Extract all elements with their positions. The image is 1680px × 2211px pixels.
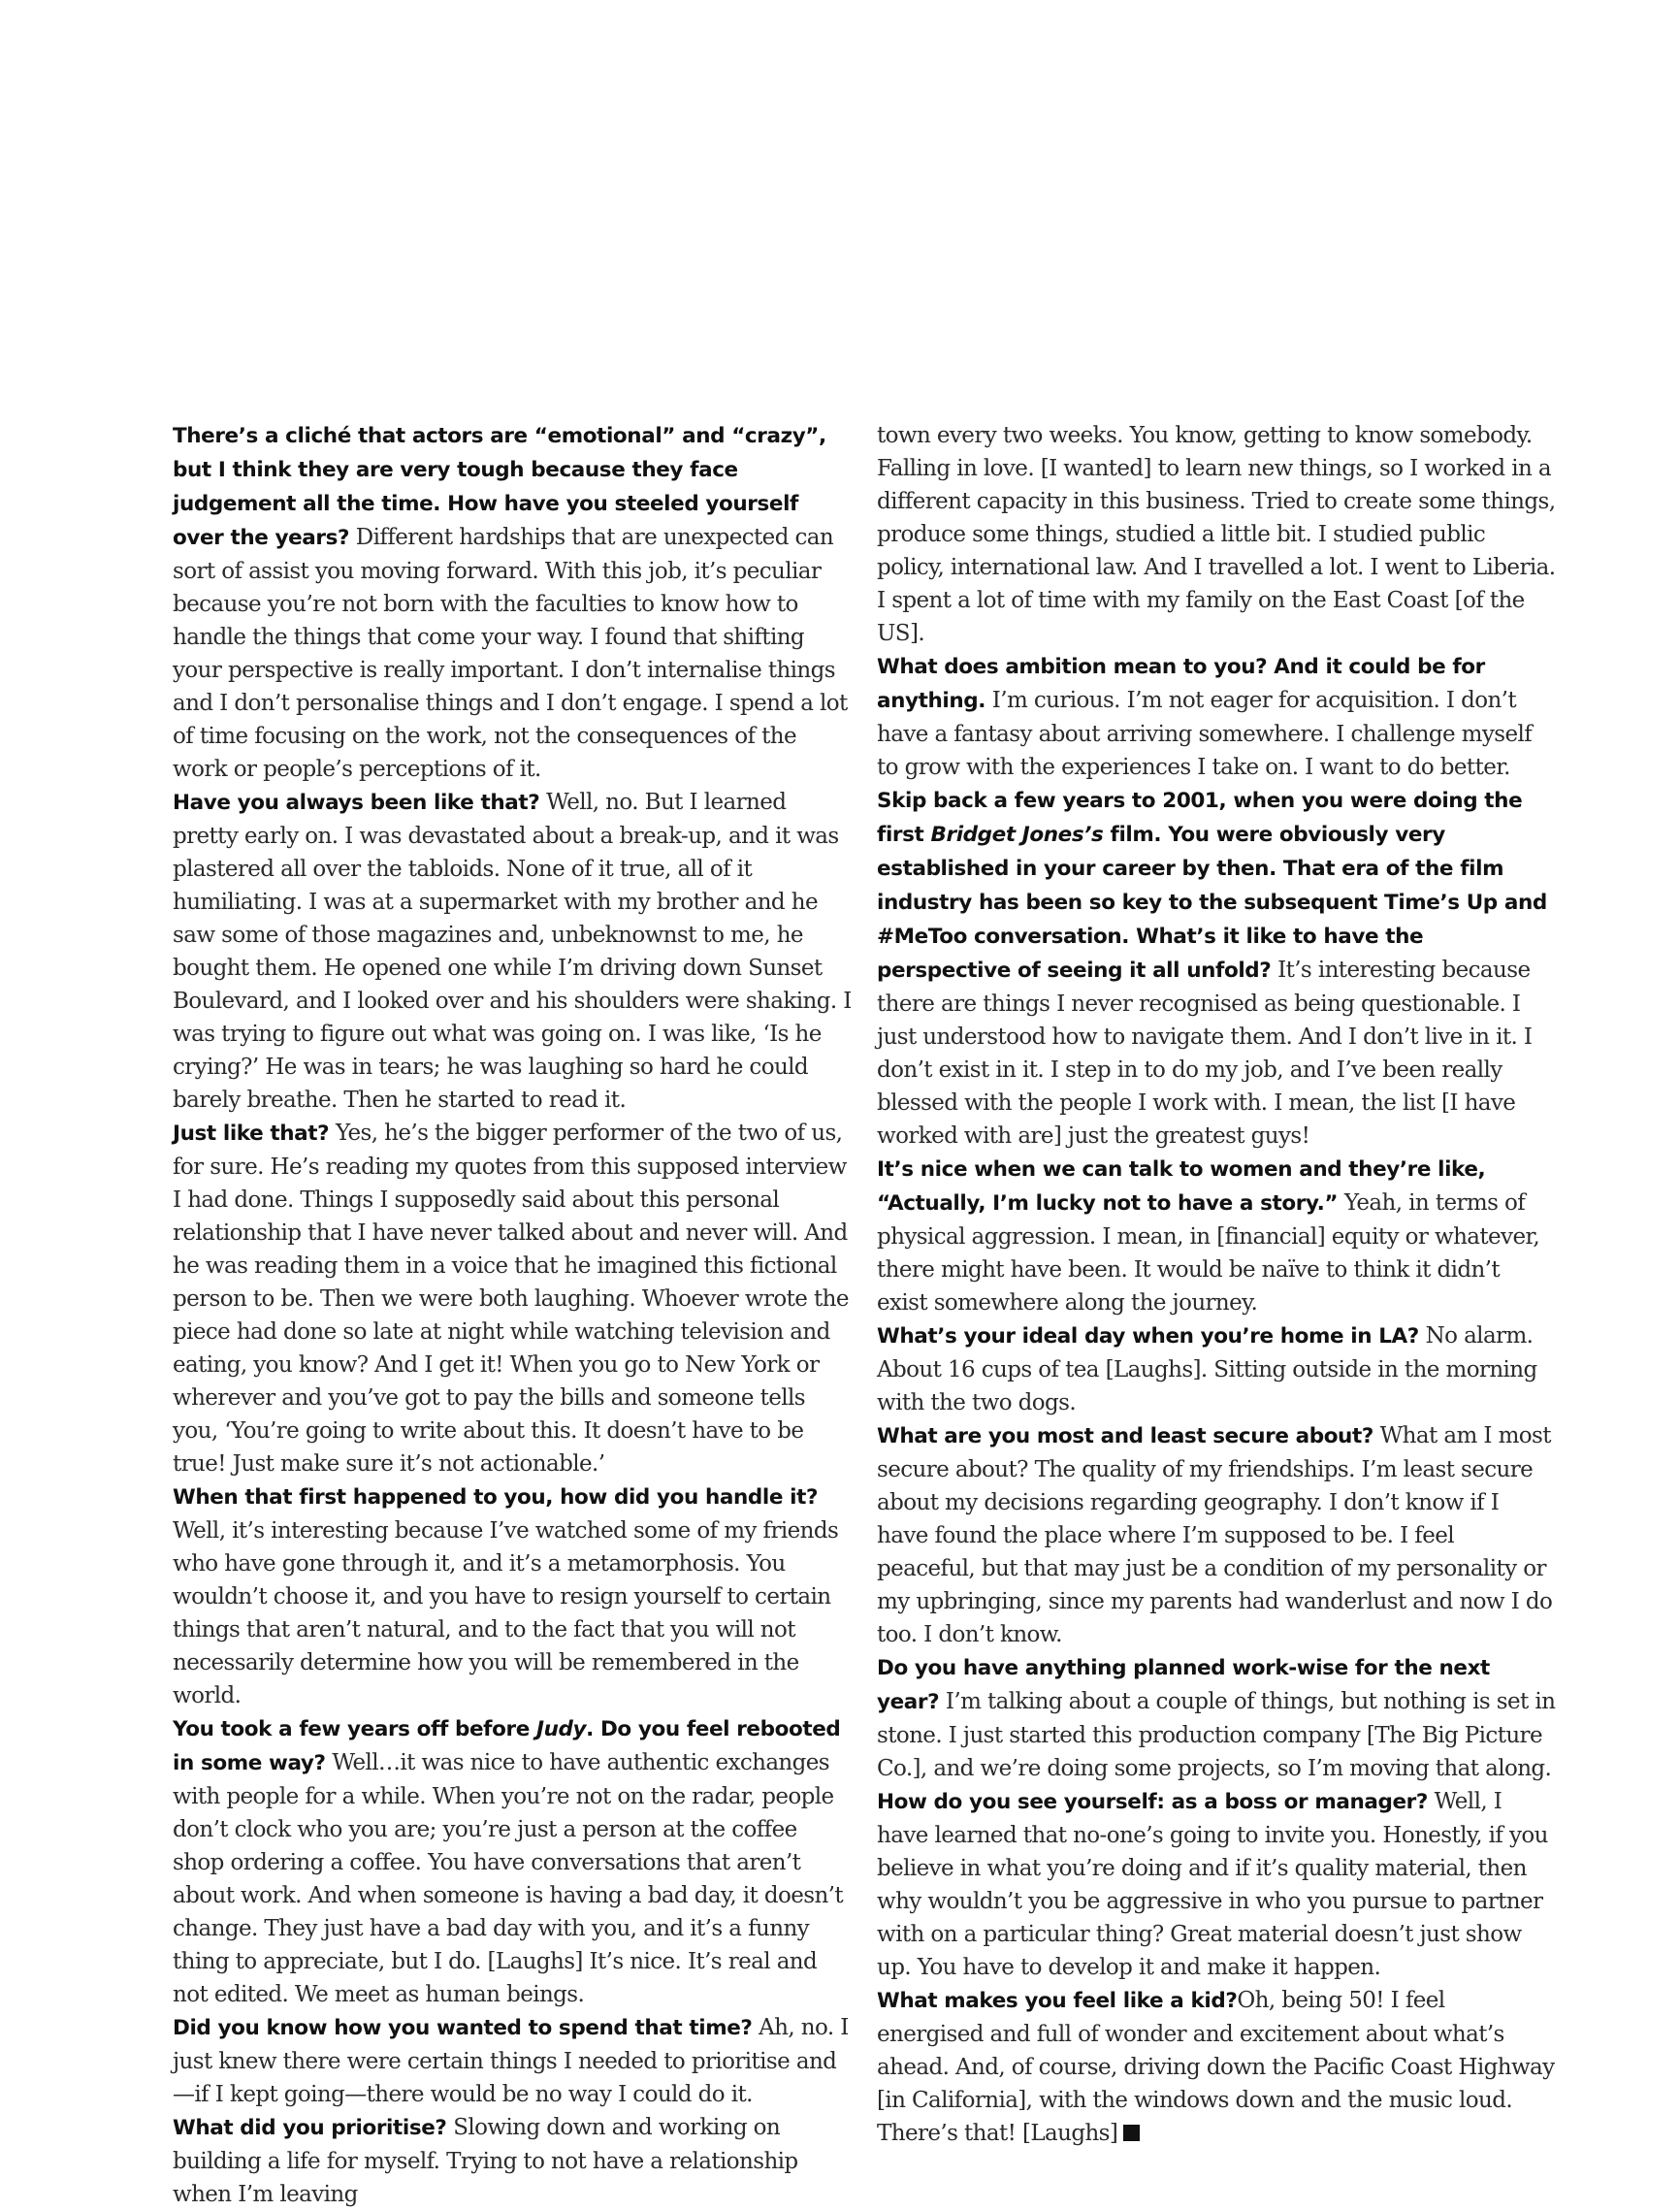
interview-answer: Slowing down and working on building a life for myself. Trying to not have a relationship when I’m leaving (173, 2115, 798, 2207)
qa-block (877, 1984, 1556, 2150)
interview-question: It’s nice when we can talk to women and they’re like, “Actually, I’m lucky not to have a story.” (877, 1157, 1486, 1216)
interview-question: Do you have anything planned work-wise for the next year? (877, 1656, 1490, 1714)
interview-answer: Yes, he’s the bigger performer of the two of us, for sure. He’s reading my quotes from this supposed interview I had done. Things I supposedly said about this personal relationship that I have never talked about and never will. And he was reading them in a voice that he imagined this fictional person to be. Then we were both laughing. Whoever wrote the piece had done so late at night while watching television and eating, you know? And I get it! When you go to New York or wherever and you’ve got to pay the bills and someone tells you, ‘You’re going to write about this. It doesn’t have to be true! Just make sure it’s not actionable.’ (173, 1121, 849, 1477)
interview-question: What makes you feel like a kid? (877, 1989, 1238, 2013)
qa-block (173, 419, 852, 786)
interview-answer: Well, it’s interesting because I’ve watched some of my friends who have gone through it, and it’s a metamorphosis. You wouldn’t choose it, and you have to resign yourself to certain things that aren’t natural, and to the fact that you will not necessarily determine how you will be remembered in the world. (173, 1518, 839, 1708)
qa-block (877, 1419, 1556, 1651)
qa-block (877, 650, 1556, 784)
qa-block (173, 2111, 852, 2211)
interview-answer: I’m curious. I’m not eager for acquisition. I don’t have a fantasy about arriving somewhere. I challenge myself to grow with the experiences I take on. I want to do better. (877, 688, 1533, 780)
qa-block (877, 419, 1556, 650)
qa-block (877, 1319, 1556, 1419)
interview-question: There’s a cliché that actors are “emotional” and “crazy”, but I think they are very tough because they face judgement all the time. How have you steeled yourself over the years? (173, 424, 826, 550)
end-square-icon (1123, 2125, 1140, 2141)
qa-block (173, 1117, 852, 1480)
interview-answer: town every two weeks. You know, getting to know somebody. Falling in love. [I wanted] to learn new things, so I worked in a different capacity in this business. Tried to create some things, produce some things, studied a little bit. I studied public policy, international law. And I travelled a lot. I went to Liberia. I spent a lot of time with my family on the East Coast [of the US]. (877, 423, 1556, 646)
interview-question: What did you prioritise? (173, 2116, 447, 2140)
interview-answer: No alarm. About 16 cups of tea [Laughs]. Sitting outside in the morning with the two dogs. (877, 1323, 1537, 1415)
interview-question: What does ambition mean to you? And it could be for anything. (877, 655, 1485, 713)
interview-answer: Ah, no. I just knew there were certain things I needed to prioritise and—if I kept going—there would be no way I could do it. (173, 2015, 849, 2107)
qa-block (173, 1480, 852, 1712)
interview-answer: Well…it was nice to have authentic exchanges with people for a while. When you’re not on the radar, people don’t clock who you are; you’re just a person at the coffee shop ordering a coffee. You have conversations that aren’t about work. And when someone is having a bad day, it doesn’t change. They just have a bad day with you, and it’s a funny thing to appreciate, but I do. [Laughs] It’s nice. It’s real and not edited. We meet as human beings. (173, 1750, 844, 2007)
qa-block (173, 786, 852, 1117)
question-text: Skip back a few years to 2001, when you were doing the first (877, 789, 1523, 847)
film-title: Judy (535, 1717, 587, 1741)
qa-block (877, 1785, 1556, 1984)
interview-question: What are you most and least secure about? (877, 1424, 1373, 1448)
interview-answer: Well, I have learned that no-one’s going to invite you. Honestly, if you believe in what you’re doing and if it’s quality material, then why wouldn’t you be aggressive in who you pursue to partner with on a particular thing? Great material doesn’t just show up. You have to develop it and make it happen. (877, 1789, 1548, 1980)
question-text: film. You were obviously very established in your career by then. That era of the film industry has been so key to the subsequent Time’s Up and #MeToo conversation. What’s it like to have the perspective of seeing it all unfold? (877, 823, 1547, 983)
interview-question: What’s your ideal day when you’re home in LA? (877, 1324, 1419, 1349)
interview-answer: Oh, being 50! I feel energised and full of wonder and excitement about what’s ahead. And, of course, driving down the Pacific Coast Highway [in California], with the windows down and the music loud. There’s that! [Laughs] (877, 1988, 1555, 2146)
question-text: . Do you feel rebooted in some way? (173, 1717, 841, 1775)
left-column (173, 419, 852, 2211)
interview-question: Have you always been like that? (173, 791, 540, 815)
interview-question: When that first happened to you, how did you handle it? (173, 1485, 819, 1510)
interview-question: Did you know how you wanted to spend that time? (173, 2016, 753, 2040)
interview-question: Just like that? (173, 1122, 330, 1146)
interview-answer: I’m talking about a couple of things, but nothing is set in stone. I just started this production company [The Big Picture Co.], and we’re doing some projects, so I’m moving that along. (877, 1689, 1556, 1781)
interview-answer: What am I most secure about? The quality of my friendships. I’m least secure about my decisions regarding geography. I don’t know if I have found the place where I’m supposed to be. I feel peaceful, but that may just be a condition of my personality or my upbringing, since my parents had wanderlust and now I do too. I don’t know. (877, 1423, 1553, 1647)
interview-question: How do you see yourself: as a boss or manager? (877, 1790, 1428, 1814)
right-column (877, 419, 1556, 2150)
interview-question (877, 789, 1547, 983)
qa-block (173, 1712, 852, 2011)
qa-block (877, 784, 1556, 1153)
qa-block (173, 2011, 852, 2111)
interview-answer: Well, no. But I learned pretty early on. I was devastated about a break-up, and it was plastered all over the tabloids. None of it true, all of it humiliating. I was at a supermarket with my brother and he saw some of those magazines and, unbeknownst to me, he bought them. He opened one while I’m driving down Sunset Boulevard, and I looked over and his shoulders were shaking. I was trying to figure out what was going on. I was like, ‘Is he crying?’ He was in tears; he was laughing so hard he could barely breathe. Then he started to read it. (173, 790, 852, 1113)
qa-block (877, 1651, 1556, 1785)
interview-answer: It’s interesting because there are things I never recognised as being questionable. I just understood how to navigate them. And I don’t live in it. I don’t exist in it. I step in to do my job, and I’ve been really blessed with the people I work with. I mean, the list [I have worked with are] just the greatest guys! (877, 958, 1533, 1149)
interview-answer: Different hardships that are unexpected can sort of assist you moving forward. With this job, it’s peculiar because you’re not born with the faculties to know how to handle the things that come your way. I found that shifting your perspective is really important. I don’t internalise things and I don’t personalise things and I don’t engage. I spend a lot of time focusing on the work, not the consequences of the work or people’s perceptions of it. (173, 525, 848, 782)
film-title: Bridget Jones’s (930, 823, 1104, 847)
qa-block (877, 1153, 1556, 1319)
interview-answer: Yeah, in terms of physical aggression. I mean, in [financial] equity or whatever, there might have been. It would be naïve to think it didn’t exist somewhere along the journey. (877, 1190, 1540, 1316)
question-text: You took a few years off before (173, 1717, 536, 1741)
